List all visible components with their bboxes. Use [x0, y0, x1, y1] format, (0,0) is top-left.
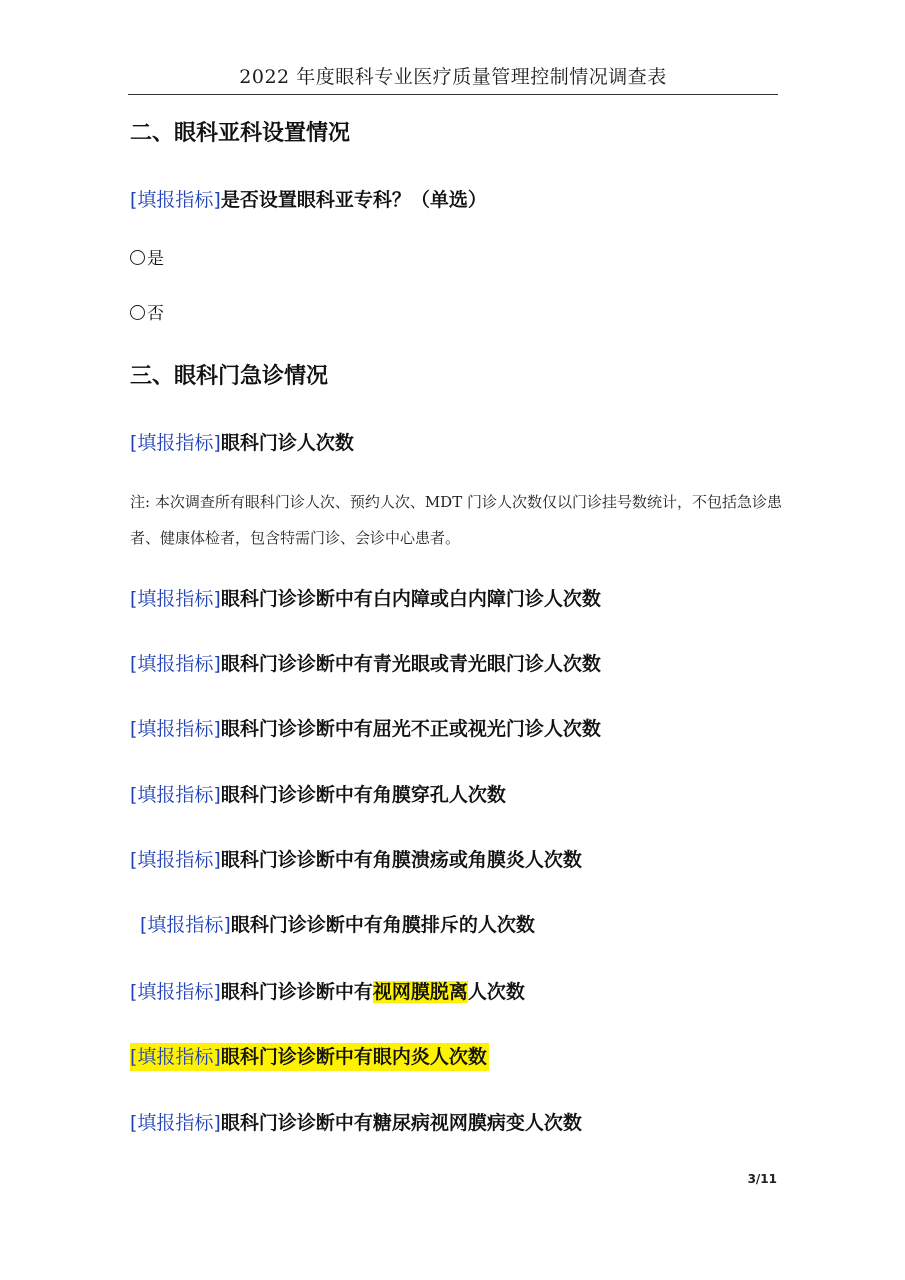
indicator-cataract: [130, 585, 601, 613]
highlighted-text: 视网膜脱离: [372, 981, 468, 1003]
survey-note: 注: 本次调查所有眼科门诊人次、预约人次、MDT 门诊人次数仅以门诊挂号数统计，不包括急诊患者、健康体检者，包含特需门诊、会诊中心患者。: [130, 493, 782, 547]
indicator-tag: [填报指标]: [140, 914, 231, 936]
option-no[interactable]: [130, 302, 164, 326]
indicator-corneal-ulcer: [130, 846, 582, 874]
section-heading-subspecialty: 二、眼科亚科设置情况: [130, 121, 351, 146]
indicator-text: 眼科门诊诊断中有角膜溃疡或角膜炎人次数: [220, 849, 582, 871]
indicator-endophthalmitis: [130, 1043, 489, 1071]
page-number: 3/11: [747, 1172, 777, 1186]
indicator-diabetic-retinopathy: [130, 1109, 582, 1137]
indicator-corneal-rejection: [140, 911, 535, 939]
radio-circle-icon[interactable]: [130, 305, 145, 320]
indicator-tag: [填报指标]: [130, 784, 221, 806]
indicator-tag: [填报指标]: [130, 1046, 221, 1068]
option-label: 否: [147, 304, 164, 324]
indicator-tag: [填报指标]: [130, 189, 221, 211]
indicator-corneal-perforation: [130, 781, 506, 809]
indicator-refractive-error: [130, 715, 601, 743]
indicator-text: 眼科门诊诊断中有眼内炎人次数: [220, 1046, 487, 1068]
indicator-text-after: 人次数: [467, 981, 525, 1003]
indicator-tag: [填报指标]: [130, 1112, 221, 1134]
indicator-tag: [填报指标]: [130, 718, 221, 740]
indicator-tag: [填报指标]: [130, 653, 221, 675]
indicator-glaucoma: [130, 650, 601, 678]
indicator-text: 眼科门诊诊断中有青光眼或青光眼门诊人次数: [220, 653, 601, 675]
option-label: 是: [147, 249, 164, 269]
option-yes[interactable]: [130, 247, 164, 271]
indicator-tag: [填报指标]: [130, 588, 221, 610]
indicator-text: 眼科门诊诊断中有角膜穿孔人次数: [220, 784, 506, 806]
indicator-text-before: 眼科门诊诊断中有: [220, 981, 373, 1003]
indicator-text: 眼科门诊诊断中有糖尿病视网膜病变人次数: [220, 1112, 582, 1134]
radio-circle-icon[interactable]: [130, 250, 145, 265]
indicator-tag: [填报指标]: [130, 849, 221, 871]
indicator-retinal-detachment: [130, 978, 525, 1006]
indicator-outpatient-visits: [130, 429, 354, 457]
indicator-subspecialty-question: [130, 186, 487, 214]
section-heading-outpatient: 三、眼科门急诊情况: [130, 364, 329, 389]
indicator-text: 眼科门诊人次数: [220, 432, 354, 454]
indicator-text: 眼科门诊诊断中有角膜排斥的人次数: [230, 914, 535, 936]
indicator-text: 眼科门诊诊断中有屈光不正或视光门诊人次数: [220, 718, 601, 740]
indicator-tag: [填报指标]: [130, 981, 221, 1003]
indicator-text: 眼科门诊诊断中有白内障或白内障门诊人次数: [220, 588, 601, 610]
indicator-text: 是否设置眼科亚专科？（单选）: [220, 189, 487, 211]
document-header: 2022 年度眼科专业医疗质量管理控制情况调查表: [128, 62, 778, 95]
indicator-tag: [填报指标]: [130, 432, 221, 454]
